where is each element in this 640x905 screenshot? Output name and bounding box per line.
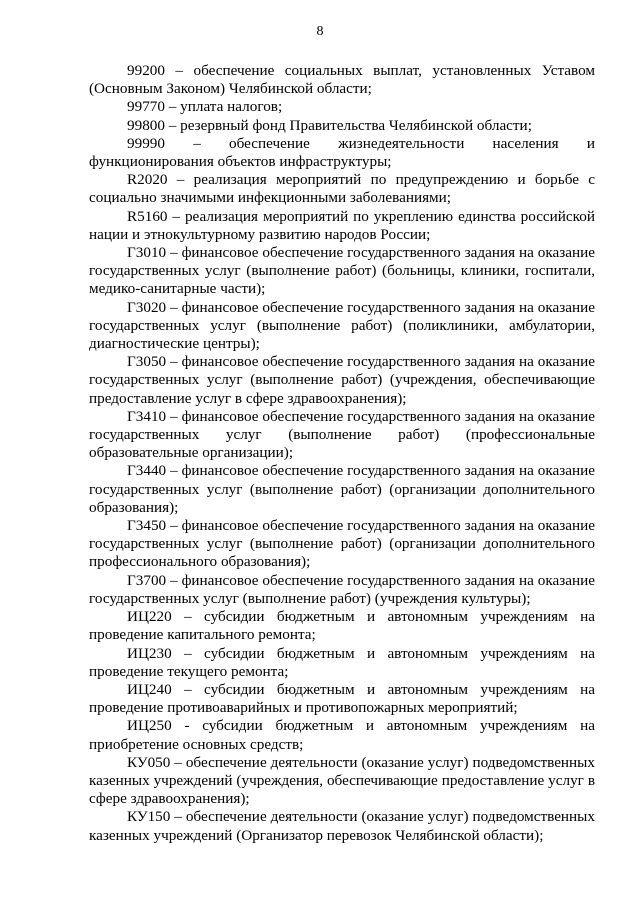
paragraph: ИЦ240 – субсидии бюджетным и автономным учреждениям на проведение противоаварийных и противопожарных мероприятий; <box>89 680 595 717</box>
paragraph: Г3410 – финансовое обеспечение государственного задания на оказание государственных услуг (выполнение работ) (профессиональные образовательные организации); <box>89 407 595 462</box>
paragraph: Г3020 – финансовое обеспечение государственного задания на оказание государственных услуг (выполнение работ) (поликлиники, амбулатории, диагностические центры); <box>89 298 595 353</box>
paragraph: R5160 – реализация мероприятий по укреплению единства российской нации и этнокультурному развитию народов России; <box>89 207 595 243</box>
paragraph: R2020 – реализация мероприятий по предупреждению и борьбе с социально значимыми инфекционными заболеваниями; <box>89 171 595 207</box>
paragraph: Г3010 – финансовое обеспечение государственного задания на оказание государственных услуг (выполнение работ) (больницы, клиники, госпитали, медико-санитарные части); <box>89 244 595 298</box>
paragraph: 99990 – обеспечение жизнедеятельности населения и функционирования объектов инфраструктуры; <box>89 134 595 171</box>
paragraph: 99770 – уплата налогов; <box>127 98 283 116</box>
paragraph: 99800 – резервный фонд Правительства Челябинской области; <box>127 116 532 134</box>
paragraph: КУ050 – обеспечение деятельности (оказание услуг) подведомственных казенных учреждений (учреждения, обеспечивающие предоставление услуг в сфере здравоохранения); <box>89 753 595 808</box>
paragraph: ИЦ250 - субсидии бюджетным и автономным учреждениям на приобретение основных средств; <box>89 717 595 753</box>
paragraph: Г3440 – финансовое обеспечение государственного задания на оказание государственных услуг (выполнение работ) (организации дополнительного образования); <box>89 462 595 516</box>
paragraph: Г3050 – финансовое обеспечение государственного задания на оказание государственных услуг (выполнение работ) (учреждения, обеспечивающие предоставление услуг в сфере здравоохранения); <box>89 353 595 407</box>
document-body <box>89 62 595 845</box>
paragraph: 99200 – обеспечение социальных выплат, установленных Уставом (Основным Законом) Челябинской области; <box>89 62 595 98</box>
page-number: 8 <box>316 24 324 39</box>
paragraph: ИЦ220 – субсидии бюджетным и автономным учреждениям на проведение капитального ремонта; <box>89 608 595 644</box>
paragraph: Г3450 – финансовое обеспечение государственного задания на оказание государственных услуг (выполнение работ) (организации дополнительного профессионального образования); <box>89 517 595 571</box>
paragraph: Г3700 – финансовое обеспечение государственного задания на оказание государственных услуг (выполнение работ) (учреждения культуры); <box>89 571 595 607</box>
paragraph: ИЦ230 – субсидии бюджетным и автономным учреждениям на проведение текущего ремонта; <box>89 644 595 680</box>
paragraph: КУ150 – обеспечение деятельности (оказание услуг) подведомственных казенных учреждений (Организатор перевозок Челябинской области); <box>89 808 595 844</box>
